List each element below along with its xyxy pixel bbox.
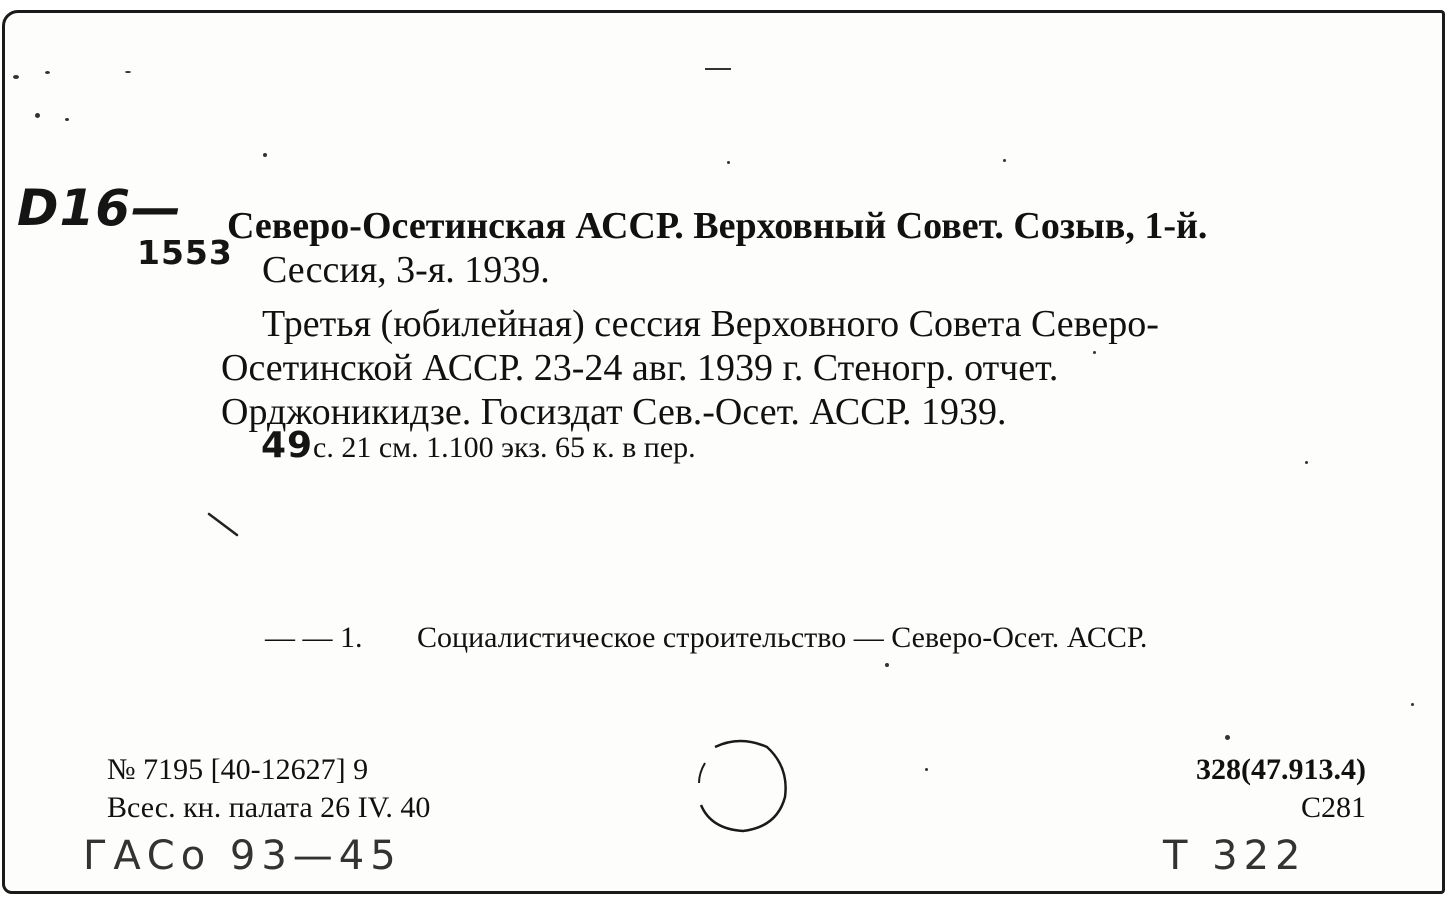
scan-speck	[45, 71, 50, 74]
call-number-handwritten: D16—	[17, 179, 183, 237]
scan-speck	[925, 768, 928, 771]
scan-speck	[1093, 351, 1096, 354]
card-heading-continued: Сессия, 3-я. 1939.	[262, 249, 550, 291]
scan-speck	[1305, 461, 1308, 464]
inventory-mark: Т 322	[1163, 833, 1307, 879]
scan-speck	[705, 68, 731, 70]
circle-stamp-outline	[685, 733, 795, 838]
stray-pen-mark	[205, 511, 245, 541]
catalog-card	[2, 10, 1445, 894]
card-heading: Северо-Осетинская АССР. Верховный Совет. Созыв, 1-й.	[227, 205, 1208, 247]
scan-speck	[727, 161, 730, 164]
title-line: Орджоникидзе. Госиздат Сев.-Осет. АССР. 1939.	[221, 391, 1007, 433]
scan-speck	[1411, 703, 1414, 706]
scan-speck	[13, 75, 19, 79]
subject-heading: Социалистическое строительство — Северо-Осет. АССР.	[417, 621, 1148, 654]
scan-speck	[125, 71, 131, 73]
classification-code: 328(47.913.4)	[1196, 753, 1366, 786]
scan-speck	[65, 118, 69, 121]
scan-speck	[1003, 159, 1006, 162]
record-number: № 7195 [40-12627] 9	[107, 753, 369, 786]
scan-speck	[35, 113, 40, 118]
author-mark: С281	[1300, 791, 1366, 824]
pages-handwritten: 49	[261, 425, 314, 466]
scan-speck	[885, 663, 889, 667]
title-line: Третья (юбилейная) сессия Верховного Совета Северо-	[262, 303, 1159, 345]
title-line: Осетинской АССР. 23-24 авг. 1939 г. Стеногр. отчет.	[221, 347, 1059, 389]
call-number-handwritten-sub: 1553	[137, 233, 233, 272]
collation: с. 21 см. 1.100 экз. 65 к. в пер.	[313, 431, 696, 464]
scan-speck	[263, 153, 267, 157]
subject-prefix: — — 1.	[265, 621, 363, 654]
scan-speck	[1225, 735, 1230, 740]
book-chamber-date: Всес. кн. палата 26 IV. 40	[107, 791, 431, 824]
archive-stamp: ГАСо 93—45	[83, 833, 402, 879]
